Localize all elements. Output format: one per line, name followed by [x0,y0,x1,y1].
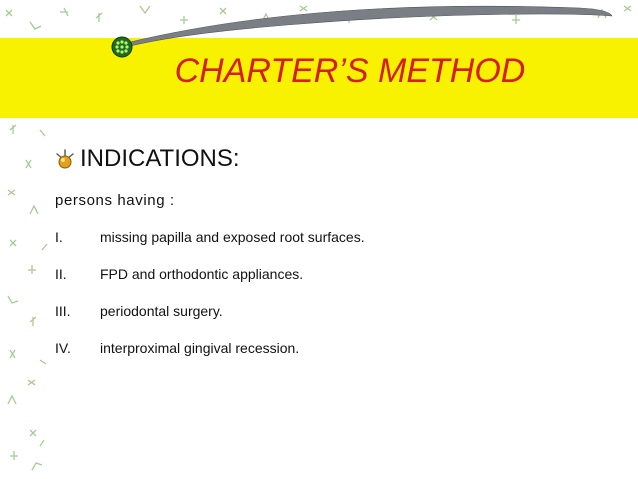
item-text: FPD and orthodontic appliances. [100,266,304,282]
item-text: interproximal gingival recession. [100,340,300,356]
item-text: missing papilla and exposed root surfaces. [100,229,365,245]
item-number: III. [55,303,71,319]
item-text: periodontal surgery. [100,303,223,319]
item-number: IV. [55,340,71,356]
list-item [55,266,365,303]
list-item [55,303,365,340]
list-item [55,229,365,266]
subheading [54,145,240,173]
star-bullet-icon [54,148,76,170]
indications-list [55,229,365,377]
green-dotted-ball-icon [111,36,133,58]
item-number: I. [55,229,63,245]
intro-text: persons having : [55,192,175,209]
list-item [55,340,365,377]
item-number: II. [55,266,67,282]
slide-title: CHARTER’S METHOD [174,52,526,90]
subheading-label: INDICATIONS: [80,145,240,172]
